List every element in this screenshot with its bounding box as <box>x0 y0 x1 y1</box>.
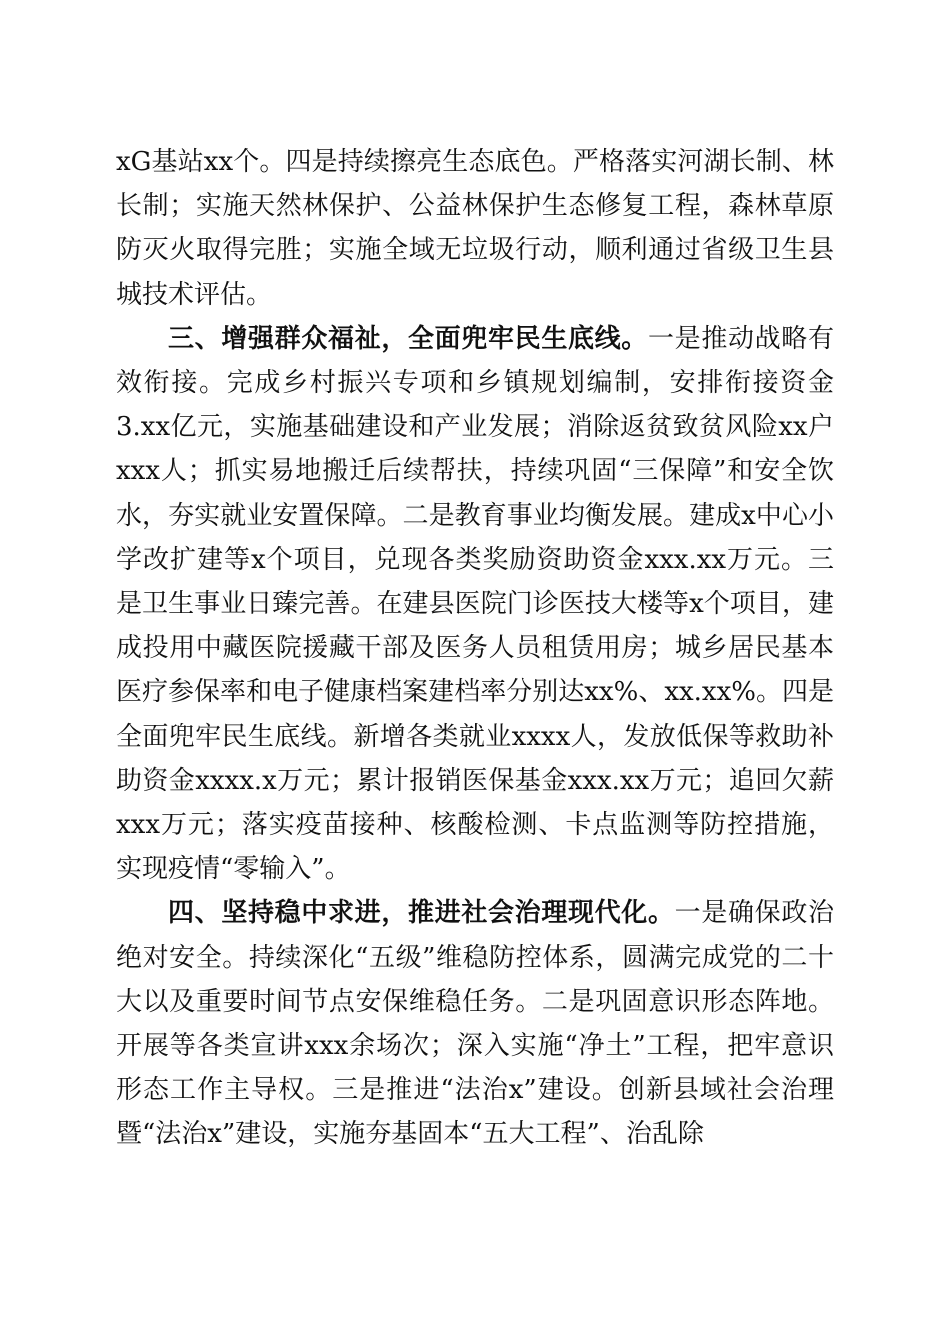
paragraph-body: 一是推动战略有效衔接。完成乡村振兴专项和乡镇规划编制，安排衔接资金3.xx亿元，实施基础建设和产业发展；消除返贫致贫风险xx户xxx人；抓实易地搬迁后续帮扶，持续巩固“三保障”和安全饮水，夯实就业安置保障。二是教育事业均衡发展。建成x中心小学改扩建等x个项目，兑现各类奖励资助资金xxx.xx万元。三是卫生事业日臻完善。在建县医院门诊医技大楼等x个项目，建成投用中藏医院援藏干部及医务人员租赁用房；城乡居民基本医疗参保率和电子健康档案建档率分别达xx%、xx.xx%。四是全面兜牢民生底线。新增各类就业xxxx人，发放低保等救助补助资金xxxx.x万元；累计报销医保基金xxx.xx万元；追回欠薪xxx万元；落实疫苗接种、核酸检测、卡点监测等防控措施，实现疫情“零输入”。 <box>116 323 834 885</box>
paragraph-body: 一是确保政治绝对安全。持续深化“五级”维稳防控体系，圆满完成党的二十大以及重要时间节点安保维稳任务。二是巩固意识形态阵地。开展等各类宣讲xxx余场次；深入实施“净土”工程，把牢意识形态工作主导权。三是推进“法治x”建设。创新县域社会治理暨“法治x”建设，实施夯基固本“五大工程”、治乱除 <box>116 898 834 1150</box>
section-heading-3: 三、增强群众福祉，全面兜牢民生底线。 <box>168 323 648 354</box>
paragraph-governance <box>116 891 834 1156</box>
paragraph-ecology <box>116 140 834 317</box>
paragraph-body: xG基站xx个。四是持续擦亮生态底色。严格落实河湖长制、林长制；实施天然林保护、公益林保护生态修复工程，森林草原防灭火取得完胜；实施全域无垃圾行动，顺利通过省级卫生县城技术评估。 <box>116 147 834 310</box>
document-page <box>116 140 834 1157</box>
section-heading-4: 四、坚持稳中求进，推进社会治理现代化。 <box>168 898 675 929</box>
paragraph-livelihood <box>116 317 834 892</box>
